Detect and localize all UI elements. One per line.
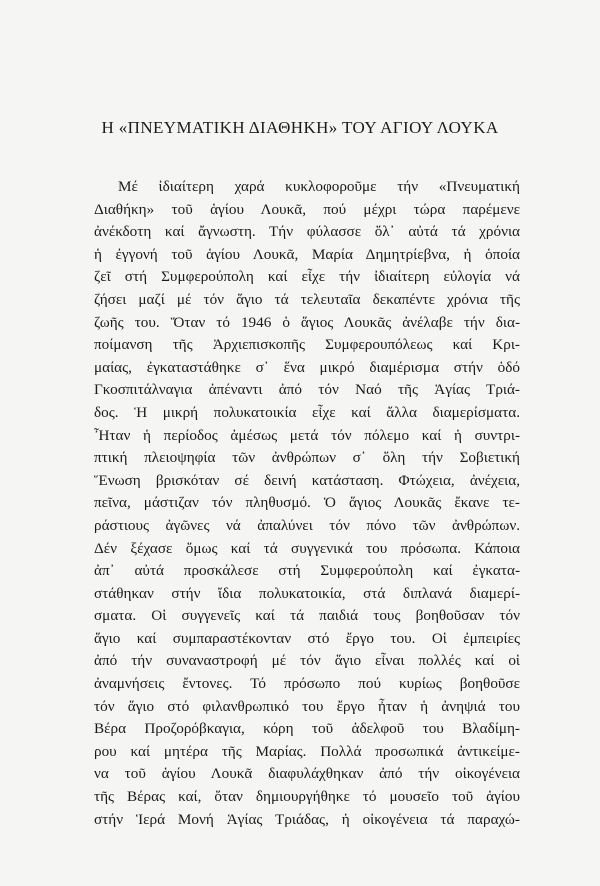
text-line: ζήσει μαζί μέ τόν ἅγιο τά τελευταῖα δεκαπέντε χρόνια τῆς	[94, 290, 520, 308]
text-line: στήν Ἱερά Μονή Ἁγίας Τριάδας, ἡ οἰκογένεια τά παραχώ-	[94, 810, 520, 828]
text-line: ἀπ᾽ αὐτά προσκάλεσε στή Συμφερούπολη καί ἐγκατα-	[94, 562, 520, 580]
text-line: ἡ ἐγγονή τοῦ ἁγίου Λουκᾶ, Μαρία Δημητρίεβνα, ἡ ὁποία	[94, 245, 520, 263]
text-line: Γκοσπιτάλναγια ἀπέναντι ἀπό τόν Ναό τῆς Ἁγίας Τριά-	[94, 381, 520, 399]
text-line: ἅγιο καί συμπαραστέκονταν στό ἔργο του. Οἱ ἐμπειρίες	[94, 629, 520, 647]
text-line: πτική πλειοψηφία τῶν ἀνθρώπων σ᾽ ὅλη τήν Σοβιετική	[94, 449, 520, 467]
text-line: πεῖνα, μάστιζαν τόν πληθυσμό. Ὁ ἅγιος Λουκᾶς ἔκανε τε-	[94, 494, 520, 512]
text-line: στάθηκαν στήν ἴδια πολυκατοικία, στά διπλανά διαμερί-	[94, 584, 520, 602]
text-line: ἀπό τήν συναναστροφή μέ τόν ἅγιο εἶναι πολλές καί οἱ	[94, 652, 520, 670]
text-line: Βέρα Προζορόβκαγια, κόρη τοῦ ἀδελφοῦ του Βλαδίμη-	[94, 720, 520, 738]
text-line: σματα. Οἱ συγγενεῖς καί τά παιδιά τους βοηθοῦσαν τόν	[94, 607, 520, 625]
text-line: Διαθήκη» τοῦ ἁγίου Λουκᾶ, πού μέχρι τώρα παρέμενε	[94, 200, 520, 218]
text-line: να τοῦ ἁγίου Λουκᾶ διαφυλάχθηκαν ἀπό τήν οἰκογένεια	[94, 765, 520, 783]
text-line: ζωῆς του. Ὅταν τό 1946 ὁ ἅγιος Λουκᾶς ἀνέλαβε τήν δια-	[94, 313, 520, 331]
text-line: Δέν ξέχασε ὅμως καί τά συγγενικά του πρόσωπα. Κάποια	[94, 539, 520, 557]
text-line: τῆς Βέρας καί, ὅταν δημιουργήθηκε τό μουσεῖο τοῦ ἁγίου	[94, 788, 520, 806]
text-line: Μέ ἰδιαίτερη χαρά κυκλοφοροῦμε τήν «Πνευματική	[118, 178, 520, 195]
text-line: δος. Ἡ μικρή πολυκατοικία εἶχε καί ἄλλα διαμερίσματα.	[94, 403, 520, 421]
text-line: ἀνέκδοτη καί ἄγνωστη. Τήν φύλασσε ὅλ᾽ αὐτά τά χρόνια	[94, 223, 520, 241]
text-line: τόν ἅγιο στό φιλανθρωπικό του ἔργο ἦταν ἡ ἀνηψιά του	[94, 697, 520, 715]
text-line: ποίμανση τῆς Ἀρχιεπισκοπῆς Συμφερουπόλεως καί Κρι-	[94, 336, 520, 354]
text-line: ζεῖ στή Συμφερούπολη καί εἶχε τήν ἰδιαίτερη εὐλογία νά	[94, 268, 520, 286]
text-line: ἀναμνήσεις ἔντονες. Τό πρόσωπο πού κυρίως βοηθοῦσε	[94, 675, 520, 693]
text-line: Ἦταν ἡ περίοδος ἀμέσως μετά τόν πόλεμο καί ἡ συντρι-	[94, 426, 520, 444]
body-paragraph	[94, 176, 520, 831]
text-line: μαίας, ἐγκαταστάθηκε σ᾽ ἕνα μικρό διαμέρισμα στήν ὁδό	[94, 358, 520, 376]
text-line: ρου καί μητέρα τῆς Μαρίας. Πολλά προσωπικά ἀντικείμε-	[94, 742, 520, 760]
text-line: Ἕνωση βρισκόταν σέ δεινή κατάσταση. Φτώχεια, ἀνέχεια,	[94, 471, 520, 489]
text-line: ράστιους ἀγῶνες νά ἀπαλύνει τόν πόνο τῶν ἀνθρώπων.	[94, 516, 520, 534]
chapter-title: Η «ΠΝΕΥΜΑΤΙΚΗ ΔΙΑΘΗΚΗ» ΤΟΥ ΑΓΙΟΥ ΛΟΥΚΑ	[101, 118, 499, 137]
